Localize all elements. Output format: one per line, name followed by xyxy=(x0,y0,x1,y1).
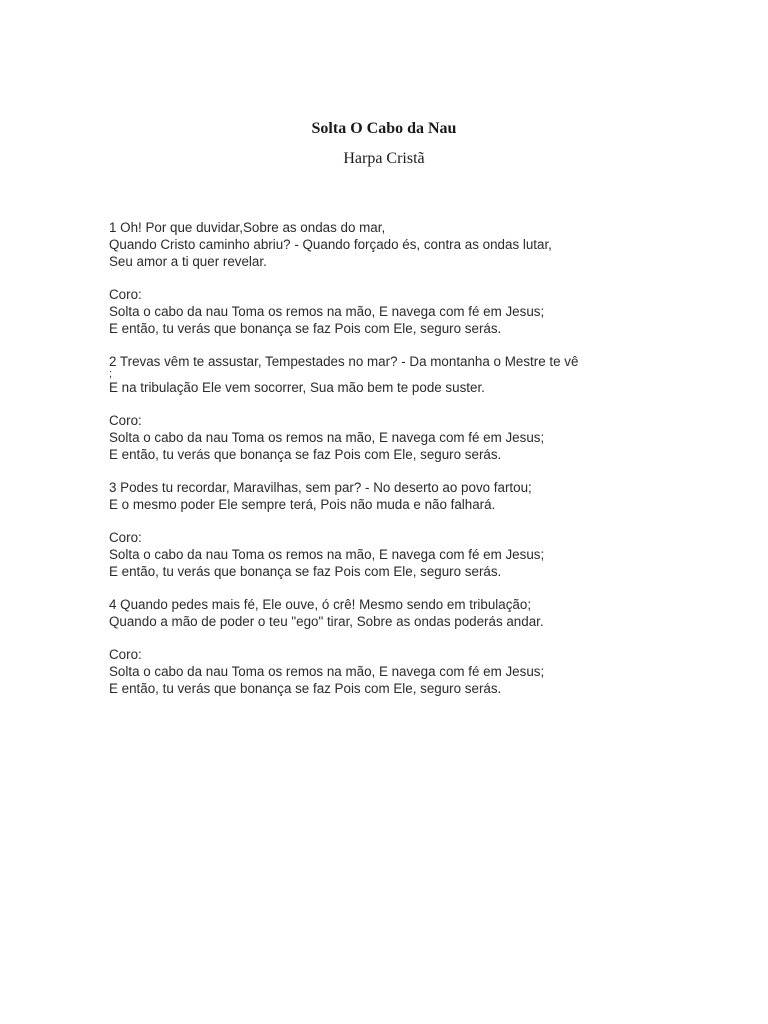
verse-4 xyxy=(109,596,669,630)
lyric-line: 4 Quando pedes mais fé, Ele ouve, ó crê! Mesmo sendo em tribulação; xyxy=(109,597,532,612)
lyric-line: ; xyxy=(109,368,113,380)
lyric-line: Quando a mão de poder o teu "ego" tirar, Sobre as ondas poderás andar. xyxy=(109,614,544,629)
lyric-line: 3 Podes tu recordar, Maravilhas, sem par? - No deserto ao povo fartou; xyxy=(109,480,532,495)
lyric-line: Solta o cabo da nau Toma os remos na mão, E navega com fé em Jesus; xyxy=(109,664,545,679)
song-subtitle: Harpa Cristã xyxy=(343,150,425,167)
chorus-label: Coro: xyxy=(109,530,142,545)
verse-1 xyxy=(109,219,669,270)
lyric-line: E então, tu verás que bonança se faz Pois com Ele, seguro serás. xyxy=(109,447,502,462)
lyric-line: 2 Trevas vêm te assustar, Tempestades no mar? - Da montanha o Mestre te vê xyxy=(109,354,579,369)
chorus-3 xyxy=(109,529,669,580)
lyric-line: Solta o cabo da nau Toma os remos na mão, E navega com fé em Jesus; xyxy=(109,547,545,562)
lyric-line: E o mesmo poder Ele sempre terá, Pois não muda e não falhará. xyxy=(109,497,496,512)
chorus-1 xyxy=(109,286,669,337)
chorus-2 xyxy=(109,412,669,463)
lyric-line: Solta o cabo da nau Toma os remos na mão, E navega com fé em Jesus; xyxy=(109,430,545,445)
lyrics-body xyxy=(109,219,669,713)
lyric-line: Solta o cabo da nau Toma os remos na mão, E navega com fé em Jesus; xyxy=(109,304,545,319)
chorus-label: Coro: xyxy=(109,413,142,428)
lyric-line: 1 Oh! Por que duvidar,Sobre as ondas do mar, xyxy=(109,220,386,235)
verse-3 xyxy=(109,479,669,513)
chorus-label: Coro: xyxy=(109,647,142,662)
lyric-line: E então, tu verás que bonança se faz Pois com Ele, seguro serás. xyxy=(109,564,502,579)
lyric-line: E na tribulação Ele vem socorrer, Sua mão bem te pode suster. xyxy=(109,380,485,395)
chorus-4 xyxy=(109,646,669,697)
verse-2 xyxy=(109,353,669,396)
lyric-line: E então, tu verás que bonança se faz Pois com Ele, seguro serás. xyxy=(109,321,502,336)
lyric-line: Seu amor a ti quer revelar. xyxy=(109,254,267,269)
lyric-line: Quando Cristo caminho abriu? - Quando forçado és, contra as ondas lutar, xyxy=(109,237,552,252)
chorus-label: Coro: xyxy=(109,287,142,302)
lyric-line: E então, tu verás que bonança se faz Pois com Ele, seguro serás. xyxy=(109,681,502,696)
song-title: Solta O Cabo da Nau xyxy=(311,120,457,137)
